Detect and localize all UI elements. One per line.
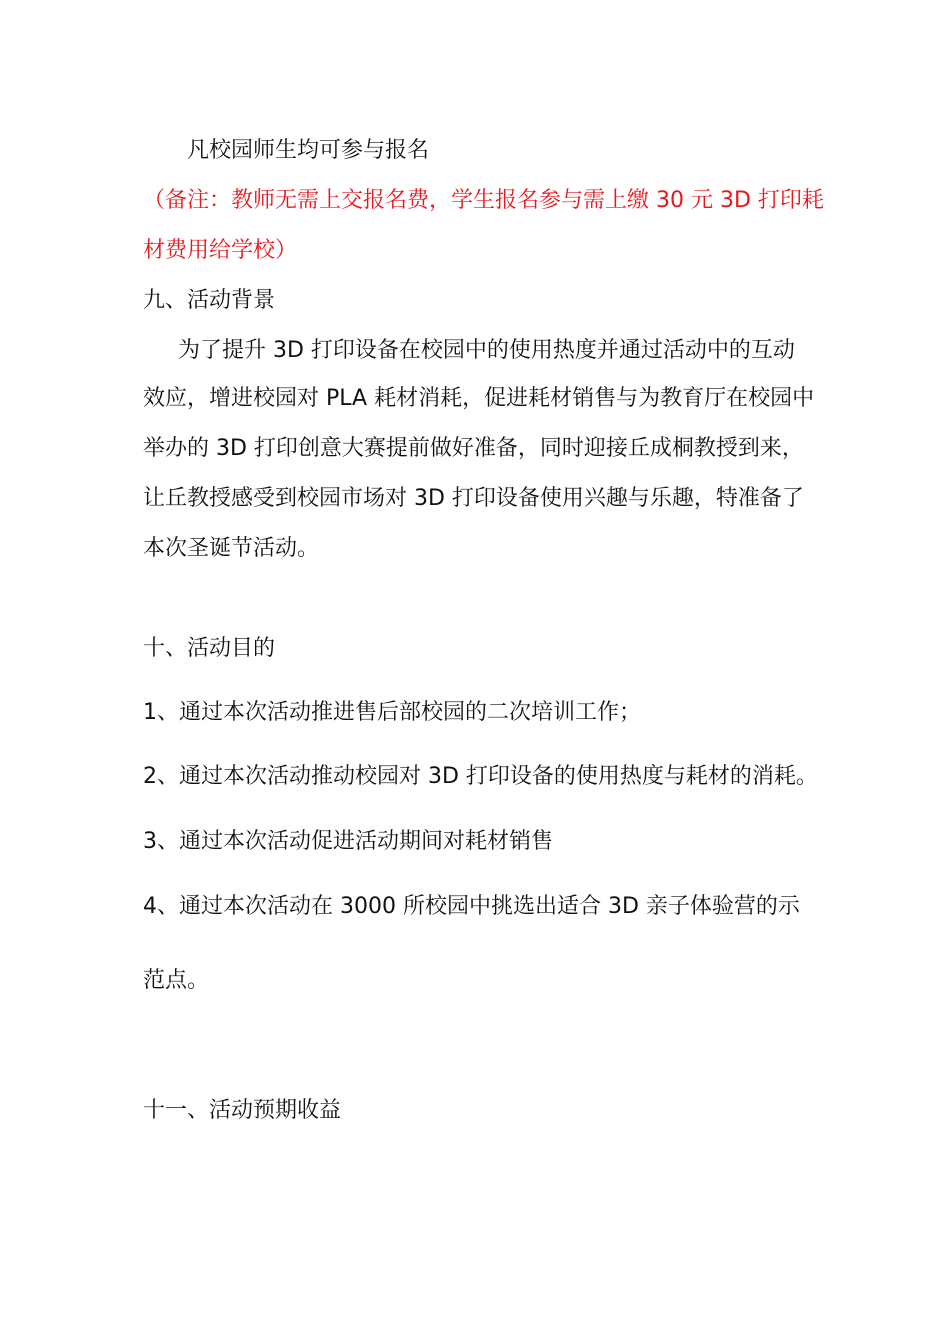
- paragraph-line: 为了提升 3D 打印设备在校园中的使用热度并通过活动中的互动: [178, 338, 795, 363]
- list-item: 4、通过本次活动在 3000 所校园中挑选出适合 3D 亲子体验营的示: [143, 894, 800, 919]
- note-line-1: （备注：教师无需上交报名费，学生报名参与需上缴 30 元 3D 打印耗: [143, 188, 824, 213]
- note-line-2: 材费用给学校）: [143, 238, 298, 263]
- section10-heading: 十、活动目的: [143, 636, 276, 661]
- paragraph-line: 效应，增进校园对 PLA 耗材消耗，促进耗材销售与为教育厅在校园中: [143, 386, 815, 411]
- list-item-continuation: 范点。: [143, 968, 210, 993]
- section11-heading: 十一、活动预期收益: [143, 1098, 342, 1123]
- paragraph-line: 举办的 3D 打印创意大赛提前做好准备，同时迎接丘成桐教授到来，: [143, 436, 804, 461]
- list-item: 1、通过本次活动推进售后部校园的二次培训工作；: [143, 700, 641, 725]
- registration-line: 凡校园师生均可参与报名: [187, 138, 430, 163]
- list-item: 3、通过本次活动促进活动期间对耗材销售: [143, 829, 553, 854]
- list-item: 2、通过本次活动推动校园对 3D 打印设备的使用热度与耗材的消耗。: [143, 764, 818, 789]
- paragraph-line: 让丘教授感受到校园市场对 3D 打印设备使用兴趣与乐趣，特准备了: [143, 486, 804, 511]
- section9-heading: 九、活动背景: [143, 288, 276, 313]
- paragraph-line: 本次圣诞节活动。: [143, 536, 320, 561]
